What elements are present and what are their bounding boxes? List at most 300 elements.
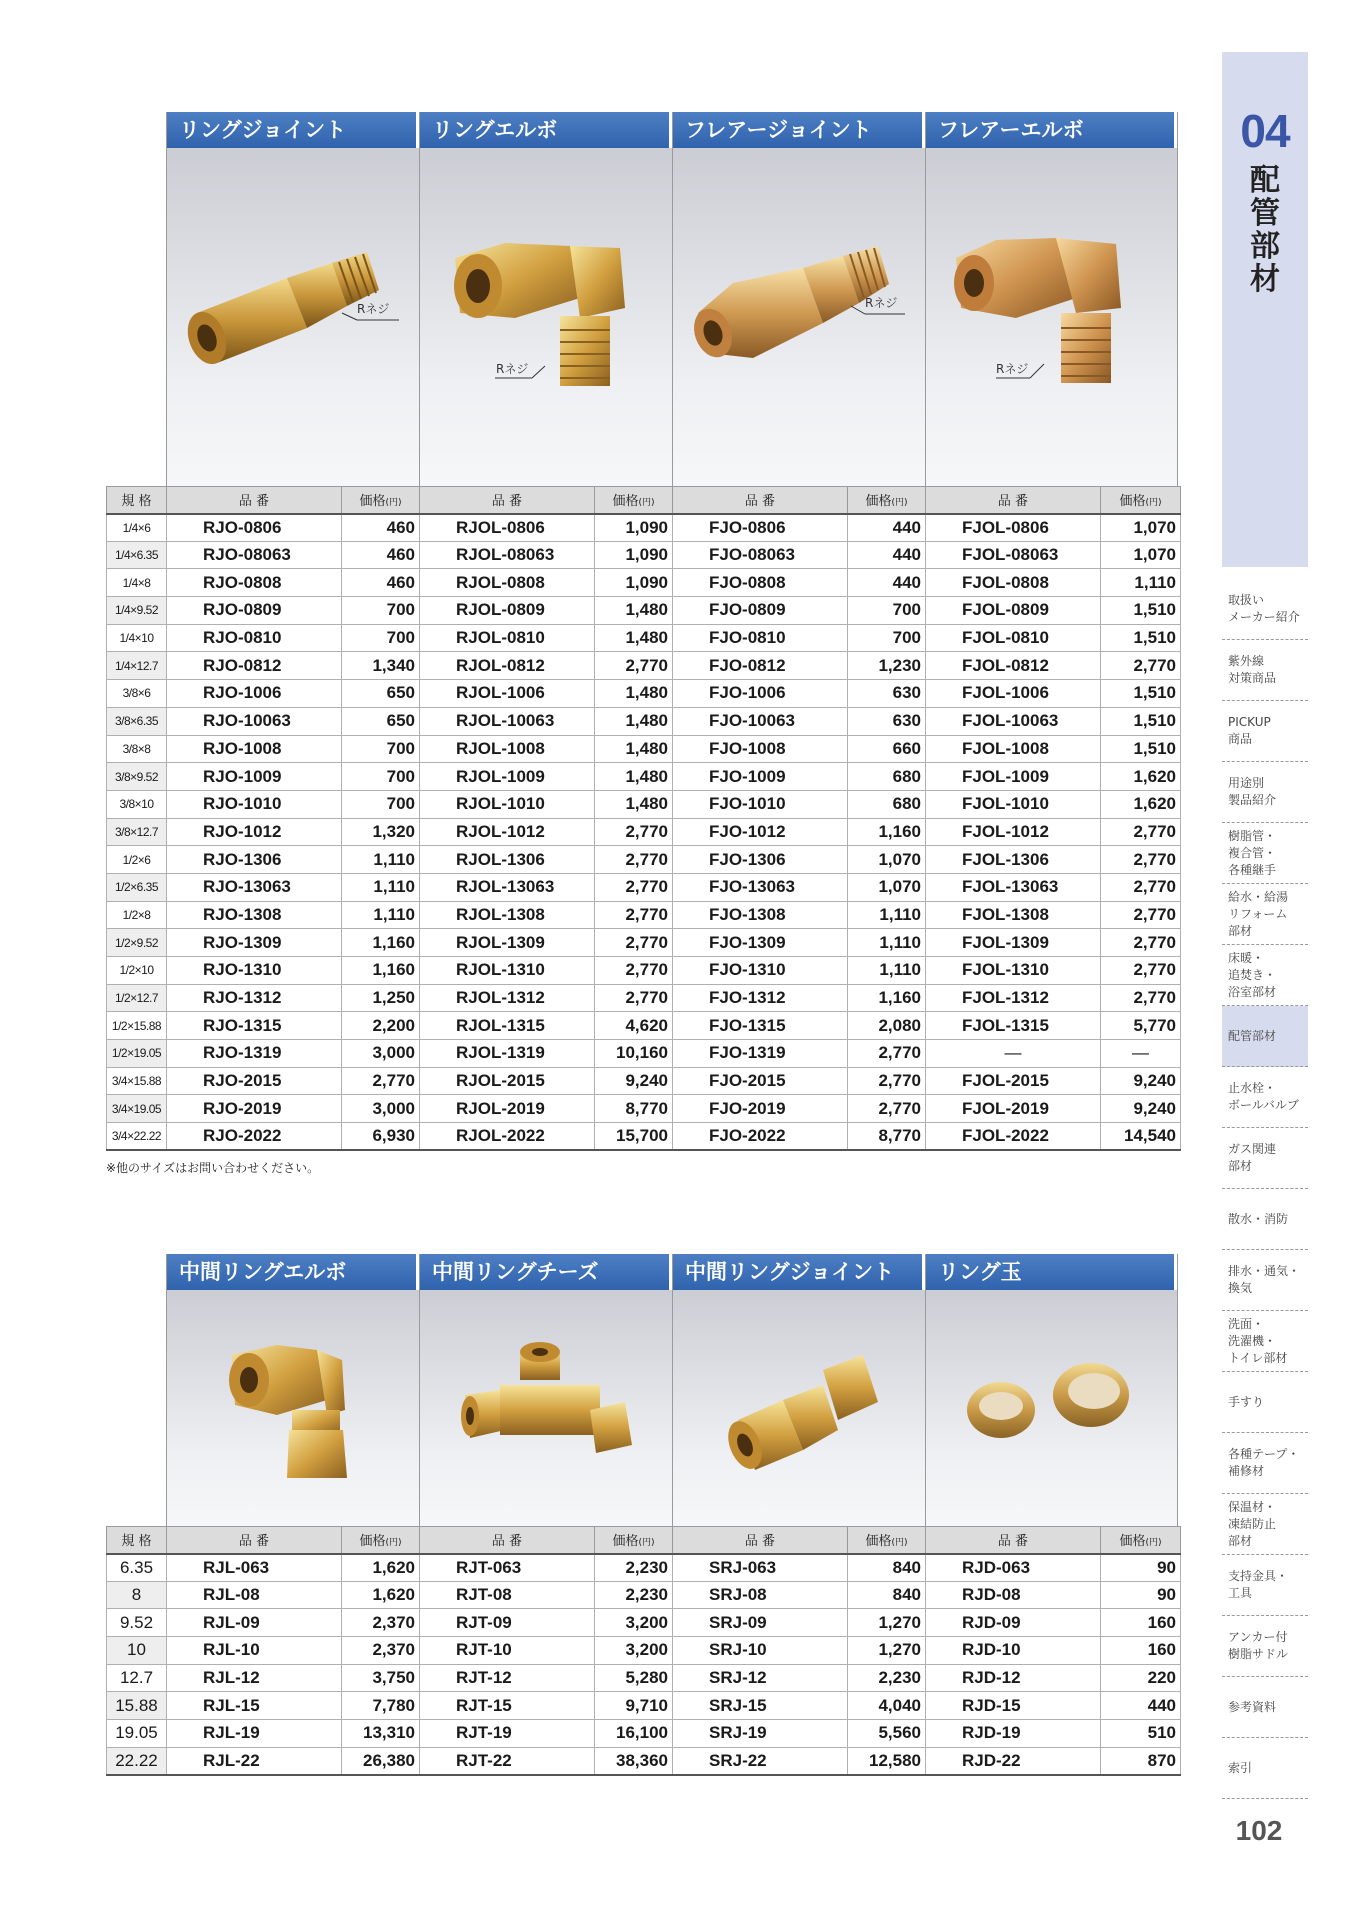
nav-item[interactable]: 紫外線 対策商品 bbox=[1222, 640, 1308, 701]
price-cell: 1,160 bbox=[848, 818, 926, 846]
price-cell: 2,770 bbox=[595, 957, 673, 985]
nav-item[interactable]: 給水・給湯 リフォーム 部材 bbox=[1222, 884, 1308, 945]
part-number-cell: RJL-063 bbox=[167, 1554, 342, 1582]
table-row bbox=[107, 846, 1181, 874]
part-number-cell: FJO-0812 bbox=[673, 652, 848, 680]
part-number-cell: FJOL-1006 bbox=[926, 680, 1101, 708]
category-title: リングジョイント bbox=[167, 112, 416, 148]
table-row bbox=[107, 680, 1181, 708]
category-flare-joint bbox=[672, 112, 925, 486]
nav-item[interactable]: 床暖・ 追焚き・ 浴室部材 bbox=[1222, 945, 1308, 1006]
nav-item[interactable]: 用途別 製品紹介 bbox=[1222, 762, 1308, 823]
nav-item[interactable]: 配管部材 bbox=[1222, 1006, 1308, 1067]
part-number-cell: FJO-0810 bbox=[673, 624, 848, 652]
price-cell: 700 bbox=[848, 624, 926, 652]
page-number: 102 bbox=[1235, 1815, 1283, 1846]
table-row bbox=[107, 624, 1181, 652]
price-cell: 1,110 bbox=[342, 846, 420, 874]
part-number-cell: FJO-2022 bbox=[673, 1123, 848, 1151]
price-cell: 1,270 bbox=[848, 1637, 926, 1665]
part-number-cell: FJO-2015 bbox=[673, 1067, 848, 1095]
part-number-cell: RJO-1306 bbox=[167, 846, 342, 874]
part-number-cell: RJO-0810 bbox=[167, 624, 342, 652]
price-cell: 13,310 bbox=[342, 1720, 420, 1748]
price-cell: 14,540 bbox=[1101, 1123, 1181, 1151]
part-number-cell: FJOL-13063 bbox=[926, 873, 1101, 901]
part-number-cell: FJO-1012 bbox=[673, 818, 848, 846]
nav-item[interactable]: 各種テープ・ 補修材 bbox=[1222, 1433, 1308, 1494]
product-photo-flare-joint bbox=[673, 148, 925, 486]
part-number-cell: RJT-09 bbox=[420, 1609, 595, 1637]
part-number-cell: RJD-12 bbox=[926, 1664, 1101, 1692]
price-cell: 2,770 bbox=[1101, 984, 1181, 1012]
chapter-title-char: 部 bbox=[1250, 229, 1280, 264]
chapter-nav bbox=[1222, 579, 1308, 1799]
header-part: 品 番 bbox=[673, 487, 848, 514]
part-number-cell: RJOL-0806 bbox=[420, 514, 595, 542]
price-cell: 2,080 bbox=[848, 1012, 926, 1040]
price-cell: 700 bbox=[848, 597, 926, 625]
size-cell: 12.7 bbox=[107, 1664, 167, 1692]
part-number-cell: FJOL-10063 bbox=[926, 707, 1101, 735]
header-part: 品 番 bbox=[420, 487, 595, 514]
part-number-cell: FJO-1009 bbox=[673, 763, 848, 791]
price-cell: 1,480 bbox=[595, 790, 673, 818]
size-cell: 19.05 bbox=[107, 1720, 167, 1748]
section-intermediate-ring bbox=[106, 1254, 1180, 1776]
part-number-cell: RJOL-2022 bbox=[420, 1123, 595, 1151]
nav-item[interactable]: アンカー付 樹脂サドル bbox=[1222, 1616, 1308, 1677]
part-number-cell: RJO-1308 bbox=[167, 901, 342, 929]
part-number-cell: RJOL-1006 bbox=[420, 680, 595, 708]
size-cell: 1/4×6 bbox=[107, 514, 167, 542]
header-part: 品 番 bbox=[926, 1527, 1101, 1554]
size-cell: 1/4×8 bbox=[107, 569, 167, 597]
part-number-cell: RJT-22 bbox=[420, 1747, 595, 1775]
header-part: 品 番 bbox=[420, 1527, 595, 1554]
size-cell: 1/4×6.35 bbox=[107, 541, 167, 569]
header-price: 価格(円) bbox=[595, 487, 673, 514]
part-number-cell: FJOL-1309 bbox=[926, 929, 1101, 957]
size-cell: 15.88 bbox=[107, 1692, 167, 1720]
part-number-cell: RJOL-1012 bbox=[420, 818, 595, 846]
part-number-cell: RJO-08063 bbox=[167, 541, 342, 569]
part-number-cell: RJOL-08063 bbox=[420, 541, 595, 569]
chapter-title-char: 材 bbox=[1250, 262, 1280, 297]
part-number-cell: FJO-1315 bbox=[673, 1012, 848, 1040]
header-part: 品 番 bbox=[167, 487, 342, 514]
price-cell: 4,620 bbox=[595, 1012, 673, 1040]
chapter-title-char: 配 bbox=[1250, 163, 1280, 198]
nav-item[interactable]: 保温材・ 凍結防止 部材 bbox=[1222, 1494, 1308, 1555]
price-cell: 680 bbox=[848, 790, 926, 818]
price-table-2 bbox=[106, 1526, 1181, 1776]
part-number-cell: SRJ-10 bbox=[673, 1637, 848, 1665]
part-number-cell: SRJ-22 bbox=[673, 1747, 848, 1775]
price-cell: 1,070 bbox=[1101, 541, 1181, 569]
part-number-cell: FJO-1310 bbox=[673, 957, 848, 985]
part-number-cell: RJO-10063 bbox=[167, 707, 342, 735]
nav-item[interactable]: 手すり bbox=[1222, 1372, 1308, 1433]
part-number-cell: FJO-1312 bbox=[673, 984, 848, 1012]
price-cell: 1,110 bbox=[848, 929, 926, 957]
part-number-cell: RJOL-1315 bbox=[420, 1012, 595, 1040]
price-cell: 2,770 bbox=[342, 1067, 420, 1095]
header-price: 価格(円) bbox=[1101, 1527, 1181, 1554]
size-cell: 3/8×10 bbox=[107, 790, 167, 818]
part-number-cell: SRJ-08 bbox=[673, 1581, 848, 1609]
size-cell: 10 bbox=[107, 1637, 167, 1665]
price-cell: 2,370 bbox=[342, 1637, 420, 1665]
category-header-row bbox=[166, 1254, 1180, 1526]
size-cell: 1/2×10 bbox=[107, 957, 167, 985]
table-row bbox=[107, 1040, 1181, 1068]
r-thread-label: Rネジ bbox=[865, 296, 898, 310]
nav-item[interactable]: 索引 bbox=[1222, 1738, 1308, 1799]
part-number-cell: RJO-0806 bbox=[167, 514, 342, 542]
part-number-cell: FJOL-1315 bbox=[926, 1012, 1101, 1040]
price-cell: 700 bbox=[342, 790, 420, 818]
price-cell: 38,360 bbox=[595, 1747, 673, 1775]
price-cell: 510 bbox=[1101, 1720, 1181, 1748]
price-cell: 2,770 bbox=[1101, 873, 1181, 901]
header-price: 価格(円) bbox=[848, 487, 926, 514]
header-part: 品 番 bbox=[673, 1527, 848, 1554]
price-cell: 840 bbox=[848, 1554, 926, 1582]
part-number-cell: FJOL-1312 bbox=[926, 984, 1101, 1012]
price-cell: 1,110 bbox=[848, 957, 926, 985]
price-cell: 2,770 bbox=[595, 652, 673, 680]
category-title: フレアーエルボ bbox=[926, 112, 1174, 148]
nav-item[interactable]: 排水・通気・ 換気 bbox=[1222, 1250, 1308, 1311]
price-cell: 2,230 bbox=[595, 1554, 673, 1582]
part-number-cell: FJO-1006 bbox=[673, 680, 848, 708]
price-cell: 1,510 bbox=[1101, 624, 1181, 652]
nav-item[interactable]: 洗面・ 洗濯機・ トイレ部材 bbox=[1222, 1311, 1308, 1372]
price-cell: 1,510 bbox=[1101, 735, 1181, 763]
size-cell: 3/8×6.35 bbox=[107, 707, 167, 735]
price-cell: 1,160 bbox=[848, 984, 926, 1012]
category-header-row bbox=[166, 112, 1180, 486]
nav-item[interactable]: 樹脂管・ 複合管・ 各種継手 bbox=[1222, 823, 1308, 884]
ring-ball-image bbox=[926, 1290, 1179, 1526]
chapter-title bbox=[1222, 164, 1308, 296]
price-cell: 12,580 bbox=[848, 1747, 926, 1775]
category-flare-elbow bbox=[925, 112, 1178, 486]
price-cell: 8,770 bbox=[595, 1095, 673, 1123]
price-cell: 650 bbox=[342, 680, 420, 708]
price-cell: 2,370 bbox=[342, 1609, 420, 1637]
chapter-number: 04 bbox=[1240, 105, 1290, 157]
part-number-cell: RJO-1006 bbox=[167, 680, 342, 708]
nav-item[interactable]: 止水栓・ ボールバルブ bbox=[1222, 1067, 1308, 1128]
table-row bbox=[107, 652, 1181, 680]
price-cell: 9,240 bbox=[595, 1067, 673, 1095]
part-number-cell: RJO-1009 bbox=[167, 763, 342, 791]
part-number-cell: RJOL-2019 bbox=[420, 1095, 595, 1123]
part-number-cell: RJO-1319 bbox=[167, 1040, 342, 1068]
part-number-cell: RJOL-0812 bbox=[420, 652, 595, 680]
price-cell: 1,110 bbox=[342, 873, 420, 901]
price-cell: 440 bbox=[848, 541, 926, 569]
part-number-cell: RJO-1315 bbox=[167, 1012, 342, 1040]
part-number-cell: FJO-13063 bbox=[673, 873, 848, 901]
r-thread-label: Rネジ bbox=[496, 362, 529, 376]
price-cell: 16,100 bbox=[595, 1720, 673, 1748]
table-row bbox=[107, 763, 1181, 791]
chapter-box bbox=[1222, 52, 1308, 567]
price-cell: 90 bbox=[1101, 1554, 1181, 1582]
part-number-cell: RJOL-1308 bbox=[420, 901, 595, 929]
price-cell: 440 bbox=[848, 514, 926, 542]
part-number-cell: RJL-08 bbox=[167, 1581, 342, 1609]
price-cell: 26,380 bbox=[342, 1747, 420, 1775]
header-price: 価格(円) bbox=[342, 487, 420, 514]
table-row bbox=[107, 541, 1181, 569]
table-row bbox=[107, 790, 1181, 818]
price-cell: 2,770 bbox=[848, 1067, 926, 1095]
price-cell: 2,770 bbox=[848, 1095, 926, 1123]
part-number-cell: FJO-1008 bbox=[673, 735, 848, 763]
part-number-cell: RJT-063 bbox=[420, 1554, 595, 1582]
table-row bbox=[107, 1609, 1181, 1637]
part-number-cell: SRJ-15 bbox=[673, 1692, 848, 1720]
price-cell: 700 bbox=[342, 735, 420, 763]
price-cell: 700 bbox=[342, 597, 420, 625]
part-number-cell: FJO-2019 bbox=[673, 1095, 848, 1123]
part-number-cell: SRJ-12 bbox=[673, 1664, 848, 1692]
price-cell: 2,770 bbox=[1101, 957, 1181, 985]
part-number-cell: RJD-10 bbox=[926, 1637, 1101, 1665]
price-cell: 2,770 bbox=[1101, 846, 1181, 874]
price-cell: 4,040 bbox=[848, 1692, 926, 1720]
part-number-cell: FJOL-0806 bbox=[926, 514, 1101, 542]
nav-item[interactable]: ガス関連 部材 bbox=[1222, 1128, 1308, 1189]
price-cell: 460 bbox=[342, 514, 420, 542]
size-cell: 1/2×6 bbox=[107, 846, 167, 874]
price-cell: 1,510 bbox=[1101, 707, 1181, 735]
part-number-cell: RJL-22 bbox=[167, 1747, 342, 1775]
price-cell: 440 bbox=[1101, 1692, 1181, 1720]
table-row bbox=[107, 1581, 1181, 1609]
price-cell: 3,000 bbox=[342, 1040, 420, 1068]
price-cell: 5,560 bbox=[848, 1720, 926, 1748]
intermediate-tee-image bbox=[420, 1290, 673, 1526]
part-number-cell: RJO-0812 bbox=[167, 652, 342, 680]
part-number-cell: FJO-0809 bbox=[673, 597, 848, 625]
part-number-cell: RJT-08 bbox=[420, 1581, 595, 1609]
price-cell: 160 bbox=[1101, 1637, 1181, 1665]
nav-item[interactable]: 支持金具・ 工具 bbox=[1222, 1555, 1308, 1616]
price-cell: 7,780 bbox=[342, 1692, 420, 1720]
part-number-cell: RJO-1008 bbox=[167, 735, 342, 763]
price-cell: 440 bbox=[848, 569, 926, 597]
table-header-row bbox=[107, 487, 1181, 514]
price-cell: 1,480 bbox=[595, 735, 673, 763]
size-cell: 3/8×9.52 bbox=[107, 763, 167, 791]
table-row bbox=[107, 514, 1181, 542]
product-photo-intermediate-elbow bbox=[167, 1290, 419, 1526]
header-price: 価格(円) bbox=[848, 1527, 926, 1554]
price-cell: 1,620 bbox=[1101, 763, 1181, 791]
price-cell: 2,230 bbox=[595, 1581, 673, 1609]
header-size: 規 格 bbox=[107, 1527, 167, 1554]
part-number-cell: FJOL-1310 bbox=[926, 957, 1101, 985]
part-number-cell: FJO-0808 bbox=[673, 569, 848, 597]
table-row bbox=[107, 1012, 1181, 1040]
part-number-cell: RJL-15 bbox=[167, 1692, 342, 1720]
price-cell: 650 bbox=[342, 707, 420, 735]
price-cell: 2,770 bbox=[595, 929, 673, 957]
section-ring-flare bbox=[106, 112, 1180, 1176]
header-size: 規 格 bbox=[107, 487, 167, 514]
price-cell: 9,240 bbox=[1101, 1067, 1181, 1095]
part-number-cell: RJL-10 bbox=[167, 1637, 342, 1665]
table-row bbox=[107, 901, 1181, 929]
price-cell: 2,770 bbox=[1101, 652, 1181, 680]
part-number-cell: RJD-22 bbox=[926, 1747, 1101, 1775]
part-number-cell: SRJ-19 bbox=[673, 1720, 848, 1748]
category-ring-joint bbox=[166, 112, 419, 486]
price-cell: 9,240 bbox=[1101, 1095, 1181, 1123]
part-number-cell: FJO-0806 bbox=[673, 514, 848, 542]
price-cell: 1,160 bbox=[342, 957, 420, 985]
table-row bbox=[107, 735, 1181, 763]
price-cell: 2,770 bbox=[1101, 929, 1181, 957]
part-number-cell: RJOL-1312 bbox=[420, 984, 595, 1012]
part-number-cell: RJD-063 bbox=[926, 1554, 1101, 1582]
price-cell: 6,930 bbox=[342, 1123, 420, 1151]
price-cell: — bbox=[1101, 1040, 1181, 1068]
part-number-cell: RJO-1312 bbox=[167, 984, 342, 1012]
product-photo-ring-elbow bbox=[420, 148, 672, 486]
price-cell: 1,070 bbox=[848, 873, 926, 901]
category-intermediate-ring-tee bbox=[419, 1254, 672, 1526]
price-cell: 1,480 bbox=[595, 624, 673, 652]
price-cell: 660 bbox=[848, 735, 926, 763]
table-row bbox=[107, 1747, 1181, 1775]
part-number-cell: RJOL-10063 bbox=[420, 707, 595, 735]
price-cell: 1,620 bbox=[342, 1554, 420, 1582]
price-cell: 630 bbox=[848, 680, 926, 708]
price-cell: 2,770 bbox=[595, 846, 673, 874]
part-number-cell: FJOL-0809 bbox=[926, 597, 1101, 625]
part-number-cell: RJO-13063 bbox=[167, 873, 342, 901]
nav-item[interactable]: 取扱い メーカー紹介 bbox=[1222, 579, 1308, 640]
price-cell: 15,700 bbox=[595, 1123, 673, 1151]
price-cell: 2,770 bbox=[1101, 818, 1181, 846]
price-cell: 700 bbox=[342, 624, 420, 652]
part-number-cell: FJO-1309 bbox=[673, 929, 848, 957]
header-part: 品 番 bbox=[167, 1527, 342, 1554]
category-title: リング玉 bbox=[926, 1254, 1174, 1290]
product-photo-intermediate-tee bbox=[420, 1290, 672, 1526]
part-number-cell: RJO-0809 bbox=[167, 597, 342, 625]
part-number-cell: FJOL-2022 bbox=[926, 1123, 1101, 1151]
category-title: リングエルボ bbox=[420, 112, 669, 148]
table-row bbox=[107, 929, 1181, 957]
part-number-cell: RJOL-1319 bbox=[420, 1040, 595, 1068]
table-row bbox=[107, 1095, 1181, 1123]
price-cell: 700 bbox=[342, 763, 420, 791]
part-number-cell: FJO-1319 bbox=[673, 1040, 848, 1068]
part-number-cell: RJOL-1008 bbox=[420, 735, 595, 763]
part-number-cell: RJOL-1010 bbox=[420, 790, 595, 818]
part-number-cell: RJOL-0810 bbox=[420, 624, 595, 652]
price-cell: 8,770 bbox=[848, 1123, 926, 1151]
price-cell: 2,770 bbox=[595, 901, 673, 929]
size-cell: 1/2×6.35 bbox=[107, 873, 167, 901]
table-row bbox=[107, 984, 1181, 1012]
price-cell: 870 bbox=[1101, 1747, 1181, 1775]
product-photo-ring-ball bbox=[926, 1290, 1177, 1526]
part-number-cell: FJOL-1010 bbox=[926, 790, 1101, 818]
part-number-cell: RJO-1309 bbox=[167, 929, 342, 957]
size-cell: 1/4×9.52 bbox=[107, 597, 167, 625]
price-cell: 1,340 bbox=[342, 652, 420, 680]
part-number-cell: FJOL-1009 bbox=[926, 763, 1101, 791]
header-price: 価格(円) bbox=[1101, 487, 1181, 514]
r-thread-label: Rネジ bbox=[357, 302, 390, 316]
price-cell: 1,480 bbox=[595, 680, 673, 708]
price-cell: 1,250 bbox=[342, 984, 420, 1012]
size-cell: 1/2×15.88 bbox=[107, 1012, 167, 1040]
price-cell: 2,200 bbox=[342, 1012, 420, 1040]
nav-item[interactable]: 参考資料 bbox=[1222, 1677, 1308, 1738]
table-row bbox=[107, 818, 1181, 846]
price-cell: 2,770 bbox=[595, 873, 673, 901]
category-intermediate-ring-joint bbox=[672, 1254, 925, 1526]
part-number-cell: RJD-19 bbox=[926, 1720, 1101, 1748]
price-cell: 1,270 bbox=[848, 1609, 926, 1637]
price-cell: 2,770 bbox=[595, 984, 673, 1012]
price-cell: 1,070 bbox=[848, 846, 926, 874]
part-number-cell: RJOL-0808 bbox=[420, 569, 595, 597]
part-number-cell: FJOL-1012 bbox=[926, 818, 1101, 846]
size-cell: 3/8×6 bbox=[107, 680, 167, 708]
part-number-cell: RJOL-13063 bbox=[420, 873, 595, 901]
price-cell: 1,320 bbox=[342, 818, 420, 846]
table-row bbox=[107, 1637, 1181, 1665]
part-number-cell: RJT-19 bbox=[420, 1720, 595, 1748]
part-number-cell: FJO-1306 bbox=[673, 846, 848, 874]
table-row bbox=[107, 707, 1181, 735]
part-number-cell: RJT-10 bbox=[420, 1637, 595, 1665]
table-row bbox=[107, 597, 1181, 625]
size-cell: 22.22 bbox=[107, 1747, 167, 1775]
part-number-cell: RJD-08 bbox=[926, 1581, 1101, 1609]
price-cell: 160 bbox=[1101, 1609, 1181, 1637]
nav-item[interactable]: PICKUP 商品 bbox=[1222, 701, 1308, 762]
part-number-cell: RJT-12 bbox=[420, 1664, 595, 1692]
part-number-cell: SRJ-063 bbox=[673, 1554, 848, 1582]
header-price: 価格(円) bbox=[342, 1527, 420, 1554]
price-cell: 1,090 bbox=[595, 541, 673, 569]
price-cell: 1,160 bbox=[342, 929, 420, 957]
size-cell: 3/8×12.7 bbox=[107, 818, 167, 846]
header-part: 品 番 bbox=[926, 487, 1101, 514]
product-photo-intermediate-joint bbox=[673, 1290, 925, 1526]
nav-item[interactable]: 散水・消防 bbox=[1222, 1189, 1308, 1250]
part-number-cell: RJOL-1309 bbox=[420, 929, 595, 957]
part-number-cell: FJOL-0812 bbox=[926, 652, 1101, 680]
category-title: 中間リングエルボ bbox=[167, 1254, 416, 1290]
price-cell: 90 bbox=[1101, 1581, 1181, 1609]
part-number-cell: FJOL-2019 bbox=[926, 1095, 1101, 1123]
part-number-cell: RJO-1010 bbox=[167, 790, 342, 818]
product-photo-ring-joint bbox=[167, 148, 419, 486]
price-cell: 1,510 bbox=[1101, 680, 1181, 708]
